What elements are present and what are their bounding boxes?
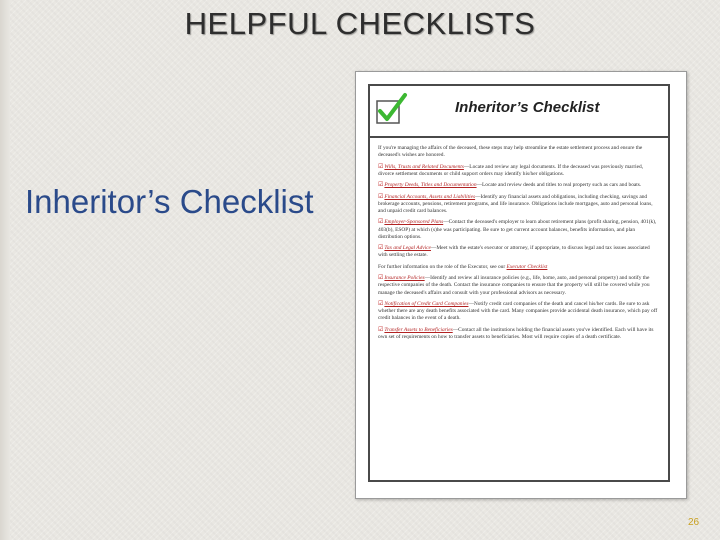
checklist-page — [368, 84, 670, 482]
checklist-item-text: —Meet with the estate's executor or attorney, if appropriate, to discuss legal and tax issues associated with settling the estate. — [378, 245, 650, 259]
footer-note-paragraph — [378, 264, 660, 271]
checked-box-icon: ☑ — [378, 300, 384, 307]
checklist-item — [378, 301, 660, 323]
checklist-items-group-a — [378, 164, 660, 260]
checklist-item — [378, 164, 660, 178]
checklist-document-image — [355, 71, 687, 499]
checklist-item — [378, 219, 660, 241]
checklist-item-title[interactable]: Financial Accounts, Assets and Liabilities — [384, 193, 476, 200]
checklist-body — [370, 138, 668, 341]
checklist-item-title[interactable]: Wills, Trusts and Related Documents — [384, 163, 464, 170]
checklist-item-title[interactable]: Tax and Legal Advice — [384, 245, 431, 252]
checklist-header — [370, 86, 668, 138]
checklist-item-title[interactable]: Property Deeds, Titles and Documentation — [384, 182, 477, 189]
checklist-items-group-b — [378, 275, 660, 341]
footer-note: For further information on the role of the Executor, see our — [378, 263, 506, 270]
checklist-intro: If you're managing the affairs of the deceased, these steps may help streamline the estate settlement process and ensure the deceased's wishes are honored. — [378, 145, 643, 159]
page-number: 26 — [688, 517, 700, 528]
checkmark-box-icon — [374, 92, 408, 126]
checklist-item — [378, 327, 660, 341]
checklist-item — [378, 245, 660, 259]
checklist-item-text: —Contact all the institutions holding the financial assets you've identified. Each will have its own set of requirements on how to transfer assets to beneficiaries. Most will require copies of a death certificate. — [378, 326, 654, 340]
checklist-item — [378, 275, 660, 297]
checked-box-icon: ☑ — [378, 163, 384, 170]
checklist-item-text: —Contact the deceased's employer to learn about retirement plans (profit sharing, pension, 401(k), 403(b), ESOP) at which (s)he was participating. Be sure to get current account balances, benefits information, and plan distribution options. — [378, 219, 657, 240]
checklist-title: Inheritor’s Checklist — [455, 99, 600, 116]
checked-box-icon: ☑ — [378, 275, 384, 282]
checklist-item — [378, 182, 660, 189]
checklist-item — [378, 194, 660, 216]
checklist-item-title[interactable]: Transfer Assets to Beneficiaries — [384, 326, 453, 333]
checked-box-icon: ☑ — [378, 182, 384, 189]
slide-title: HELPFUL CHECKLISTS — [184, 6, 536, 41]
checklist-item-title[interactable]: Employer-Sponsored Plans — [384, 219, 444, 226]
checked-box-icon: ☑ — [378, 219, 384, 226]
checked-box-icon: ☑ — [378, 326, 384, 333]
checked-box-icon: ☑ — [378, 193, 384, 200]
checklist-item-text: —Locate and review any legal documents. If the deceased was previously married, divorce settlement documents or child support orders may identify his/her obligations. — [378, 163, 644, 177]
executor-checklist-link[interactable]: Executor Checklist — [506, 263, 548, 270]
checklist-item-text: —Identify and review all insurance policies (e.g., life, home, auto, and personal property) and notify the respective companies of the death. Contact the insurance companies to ensure that the property will still be covered while you manage the deceased's affairs and consult with your professional advisors as necessary. — [378, 275, 650, 296]
slide-subtitle: Inheritor’s Checklist — [25, 183, 314, 220]
checklist-item-text: —Locate and review deeds and titles to real property such as cars and boats. — [476, 182, 642, 189]
checklist-item-text: —Identify any financial assets and obligations, including checking, savings and brokerage accounts, pensions, retirement programs, and life insurance. Obligations include mortgages, auto and personal loans, and unpaid credit card balances. — [378, 193, 653, 214]
slide-left-edge — [0, 0, 10, 540]
checklist-item-title[interactable]: Notification of Credit Card Companies — [384, 300, 469, 307]
checklist-item-title[interactable]: Insurance Policies — [384, 275, 425, 282]
checked-box-icon: ☑ — [378, 245, 384, 252]
checklist-item-text: —Notify credit card companies of the death and cancel his/her cards. Be sure to ask whether there are any death benefits associated with the card. Many companies provide accidental death insurance, which pay off credit balances in the event of a death. — [378, 300, 658, 322]
